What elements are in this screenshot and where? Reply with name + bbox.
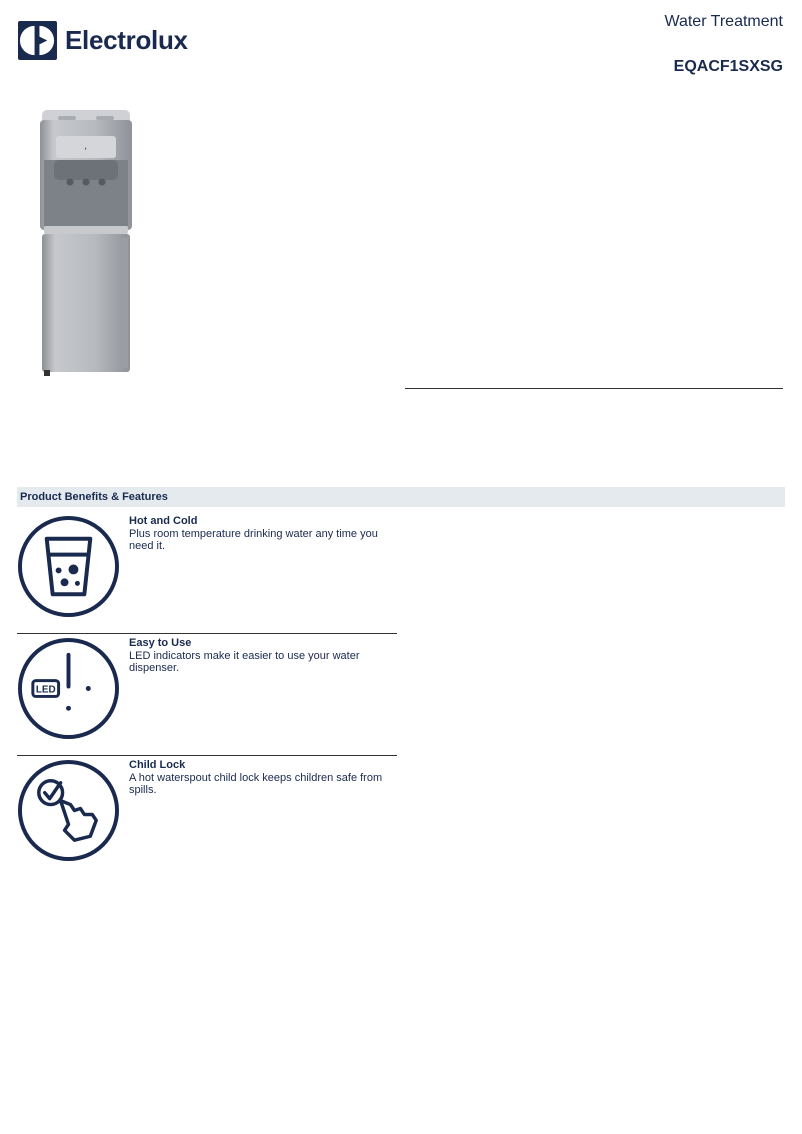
feature-title: Child Lock: [129, 759, 186, 771]
feature-title: Hot and Cold: [129, 515, 198, 527]
divider: [17, 755, 397, 756]
feature-description: A hot waterspout child lock keeps children safe from spills.: [129, 772, 383, 796]
svg-text:◐: ◐: [84, 146, 88, 152]
svg-text:LED: LED: [35, 684, 56, 696]
electrolux-logo-icon: [18, 21, 57, 60]
category-label: Water Treatment: [664, 13, 783, 30]
product-image: [36, 108, 136, 378]
feature-title: Easy to Use: [129, 637, 192, 649]
divider: [17, 633, 397, 634]
child-lock-icon: [17, 759, 120, 862]
section-header: Product Benefits & Features: [17, 487, 785, 507]
divider: [405, 388, 783, 389]
led-indicator-icon: [17, 637, 120, 740]
water-glass-icon: [17, 515, 120, 618]
brand-logo: [18, 20, 188, 60]
feature-item: [17, 759, 397, 869]
feature-item: [17, 637, 397, 747]
model-number: EQACF1SXSG: [673, 58, 783, 75]
brand-name: Electrolux: [65, 24, 188, 55]
feature-description: Plus room temperature drinking water any time you need it.: [129, 528, 378, 552]
feature-item: [17, 515, 397, 625]
feature-description: LED indicators make it easier to use your water dispenser.: [129, 650, 360, 674]
